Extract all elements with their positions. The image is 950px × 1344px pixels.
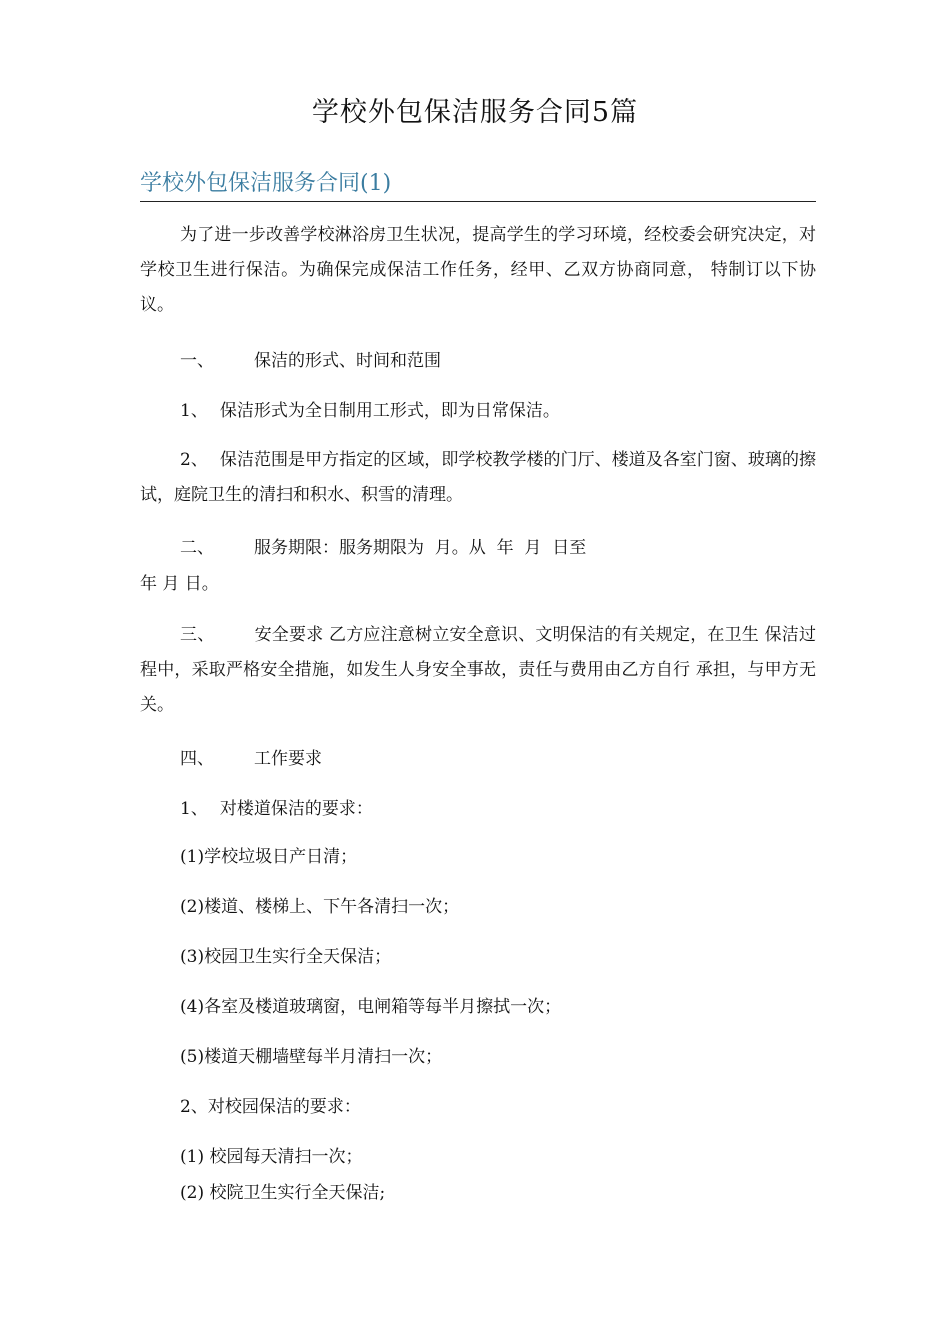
section-4-item-2: 2、对校园保洁的要求： [180,1097,361,1117]
list-item: (2) 校院卫生实行全天保洁; [180,1183,386,1203]
section-heading: 学校外包保洁服务合同(1) [140,166,816,202]
section-4-title: 工作要求 [254,749,322,769]
section-4-item-1-number: 1、 [180,799,208,819]
section-2-heading [140,531,816,566]
section-4-item-1 [140,792,816,827]
list-item: (3)校园卫生实行全天保洁； [180,947,392,967]
intro-paragraph: 为了进一步改善学校淋浴房卫生状况，提高学生的学习环境，经校委会研究决定，对学校卫生进行保洁。为确保完成保洁工作任务，经甲、乙双方协商同意， 特制订以下协议。 [140,225,816,315]
section-2-text-line-2: 年 月 日。 [140,574,219,594]
section-1-heading [140,344,816,379]
section-3-text: 安全要求 乙方应注意树立安全意识、文明保洁的有关规定，在卫生 保洁过程中，采取严格安全措施，如发生人身安全事故，责任与费用由乙方自行 承担，与甲方无关。 [140,625,817,715]
section-3-number: 三、 [180,625,215,645]
section-1-item-2-text: 保洁范围是甲方指定的区域，即学校教学楼的门厅、楼道及各室门窗、玻璃的擦试，庭院卫生的清扫和积水、积雪的清理。 [140,450,816,505]
section-1-number: 一、 [180,351,214,371]
section-1-item-2 [140,443,816,513]
list-item: (5)楼道天棚墙壁每半月清扫一次； [180,1047,443,1067]
section-4-heading [140,742,816,777]
section-1-title: 保洁的形式、时间和范围 [254,351,441,371]
section-1-item-1 [140,394,816,429]
document-title: 学校外包保洁服务合同5篇 [311,97,639,128]
section-2-number: 二、 [180,538,214,558]
section-2-text-line-1: 服务期限：服务期限为 月。从 年 月 日至 [254,538,587,558]
section-4-item-1-text: 对楼道保洁的要求： [219,799,373,819]
section-3-paragraph [140,618,816,723]
section-4-number: 四、 [180,749,214,769]
section-1-item-1-text: 保洁形式为全日制用工形式，即为日常保洁。 [219,401,560,421]
list-item: (4)各室及楼道玻璃窗，电闸箱等每半月擦拭一次； [180,997,562,1017]
section-1-item-2-number: 2、 [180,450,208,470]
list-item: (1)学校垃圾日产日清； [180,847,358,867]
list-item: (1) 校园每天清扫一次； [180,1147,363,1167]
list-item: (2)楼道、楼梯上、下午各清扫一次； [180,897,460,917]
section-1-item-1-number: 1、 [180,401,208,421]
